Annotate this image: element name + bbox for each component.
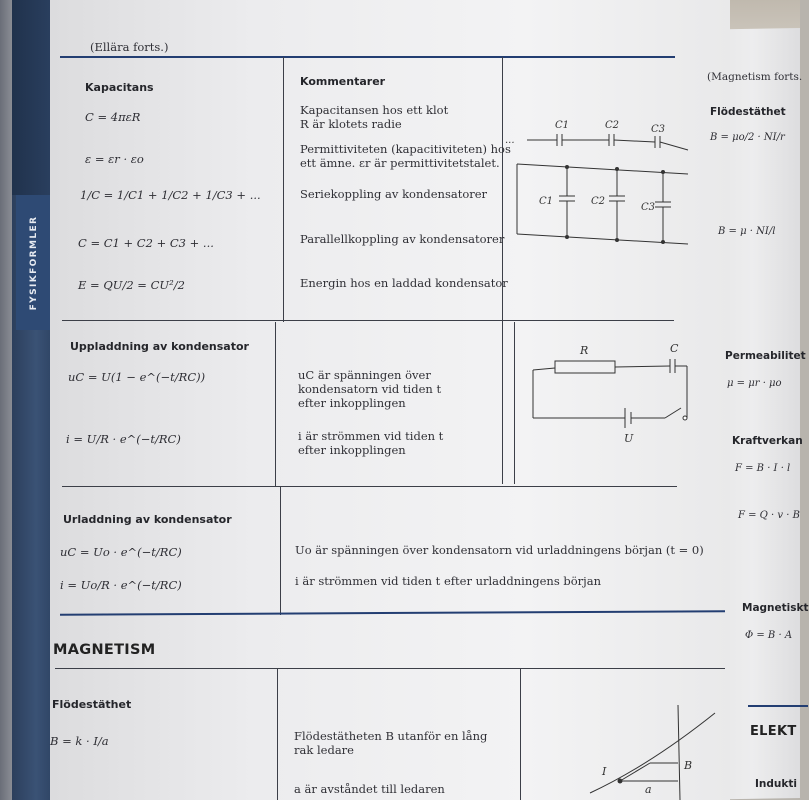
comment: i är strömmen vid tiden t efter urladdningens början [295,574,601,588]
c3-label: C3 [641,202,656,213]
col-divider [283,57,284,322]
i-label: I [602,765,607,778]
right-heading: Permeabilitet [725,350,806,362]
comment: rak ledare [294,743,354,757]
right-heading: Kraftverkan [732,435,803,447]
book-spine-top [12,0,52,195]
right-heading: Magnetiskt [742,602,809,614]
c1-label: C1 [539,196,554,207]
running-header: (Ellära forts.) [90,40,169,54]
kapacitans-heading: Kapacitans [85,81,154,94]
right-formula: F = Q · v · B [738,510,800,521]
comment: Energin hos en laddad kondensator [300,276,508,290]
b-label: B [684,759,693,772]
formula-energy: E = QU/2 = CU²/2 [78,278,185,292]
c1-label: C1 [555,120,570,131]
row-divider [62,320,674,321]
r-label: R [580,344,589,357]
formula-discharge-current: i = Uo/R · e^(−t/RC) [60,578,182,592]
col-divider [520,669,521,800]
right-formula: μ = μr · μo [727,378,782,389]
section-rule [748,705,808,707]
header-rule [60,56,675,58]
dots-label: ... [505,135,515,146]
a-label: a [645,783,652,796]
c-label: C [670,342,679,355]
comment: Permittiviteten (kapacitiviteten) hos [300,142,511,156]
urladdning-heading: Urladdning av kondensator [63,513,232,526]
formula-series: 1/C = 1/C1 + 1/C2 + 1/C3 + ... [80,188,261,202]
formula-permittivity: ε = εr · εo [85,152,144,166]
right-formula: F = B · I · l [735,463,791,474]
comment: Kapacitansen hos ett klot [300,103,449,117]
comment: R är klotets radie [300,117,402,131]
capacitor-circuit-diagram [505,112,690,252]
side-tab: FYSIKFORMLER [16,195,52,330]
comment: uC är spänningen över [298,368,431,382]
wire-field-diagram [590,705,720,800]
comment: kondensatorn vid tiden t [298,382,442,396]
col-divider [277,669,278,800]
formula-parallel: C = C1 + C2 + C3 + ... [78,236,214,250]
col-divider [502,57,503,484]
comment: Seriekoppling av kondensatorer [300,187,488,201]
row-divider [62,486,677,487]
right-formula: B = μ · NI/l [718,226,776,237]
right-section-title: ELEKT [750,724,797,739]
formula-charging-current: i = U/R · e^(−t/RC) [66,432,181,446]
flodestathet-heading: Flödestäthet [52,698,132,711]
comment: efter inkopplingen [298,443,406,457]
right-heading: Flödestäthet [710,106,786,118]
row-divider [55,668,725,669]
comment: i är strömmen vid tiden t [298,429,444,443]
col-divider [280,487,281,615]
magnetism-title: MAGNETISM [53,642,156,658]
right-formula: Φ = B · A [745,630,793,641]
comment: Parallellkoppling av kondensatorer [300,232,505,246]
right-formula: B = μo/2 · NI/r [710,132,785,143]
c2-label: C2 [591,196,606,207]
right-running-header: (Magnetism forts. [707,71,803,83]
comment: Flödestätheten B utanför en lång [294,729,488,743]
comment: Uo är spänningen över kondensatorn vid urladdningens början (t = 0) [295,543,704,557]
formula-b-field-wire: B = k · I/a [50,734,109,748]
comment: a är avståndet till ledaren [294,782,445,796]
uppladdning-heading: Uppladdning av kondensator [70,340,249,353]
col-divider [275,322,276,487]
comment: efter inkopplingen [298,396,406,410]
formula-discharge-voltage: uC = Uo · e^(−t/RC) [60,545,182,559]
rc-circuit-diagram [525,340,705,450]
col-divider [514,322,515,484]
comments-heading: Kommentarer [300,75,386,88]
u-label: U [624,432,634,445]
formula-capacitance-sphere: C = 4πεR [85,110,141,124]
c2-label: C2 [605,120,620,131]
formula-charging-voltage: uC = U(1 − e^(−t/RC)) [68,370,206,384]
comment: ett ämne. εr är permittivitetstalet. [300,156,500,170]
c3-label: C3 [651,124,666,135]
right-heading: Indukti [755,778,797,790]
